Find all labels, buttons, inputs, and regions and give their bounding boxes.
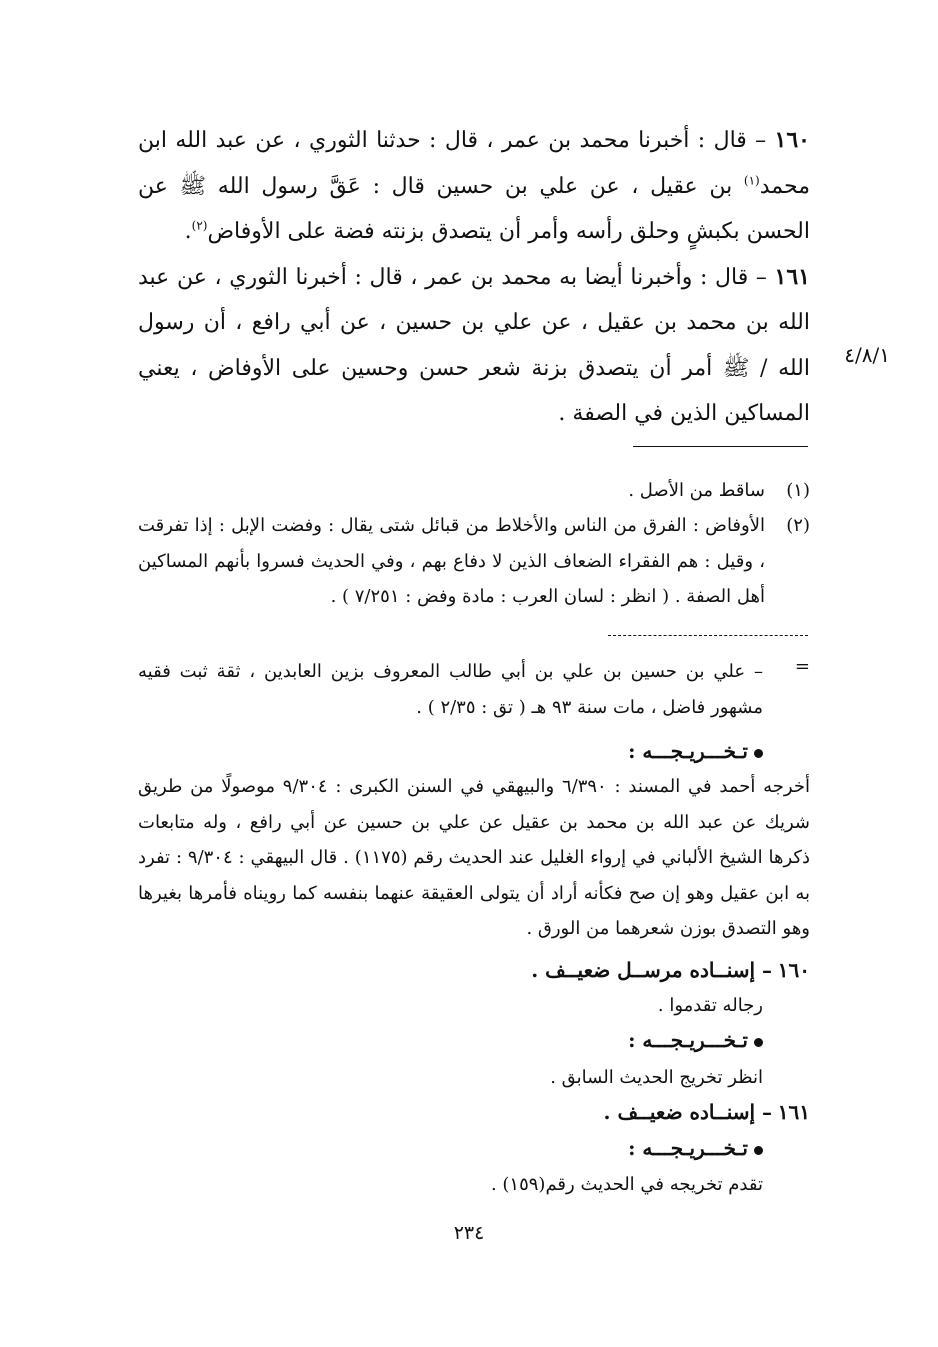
footnote-2 [138, 508, 810, 615]
takhrij-160-text: انظر تخريج الحديث السابق . [550, 1067, 763, 1088]
footnote-ref: (٢) [191, 218, 208, 233]
footnote-1 [138, 473, 810, 509]
hadith-160: ١٦٠ – قال : أخبرنا محمد بن عمر ، قال : حدثنا الثوري ، عن عبد الله ابن محمد$^{(١)}$ بن عقيل ، عن علي بن حسين قال : عَقَّ رسول الله ﷺ عن الحسن بكبشٍ وحلق رأسه وأمر أن يتصدق بزنته فضة على الأوفاض$^{(٢)}$. [138, 127, 810, 244]
section-divider [608, 635, 808, 636]
page-number: ٢٣٤ [453, 1222, 485, 1244]
continuation-note: – علي بن حسين بن علي بن أبي طالب المعروف بزين العابدين ، ثقة ثبت فقيه مشهور فاضل ، مات سنة ٩٣ هـ ( تق : ٢/٣٥ ) . [138, 661, 763, 718]
rijal-note: رجاله تقدموا . [657, 995, 763, 1016]
takhrij-heading: تـخـــريـجـــه : [138, 734, 763, 771]
bullet-icon [754, 749, 763, 758]
hadith-number: ١٦٠ [774, 127, 810, 153]
footnote-ref: (١) [743, 173, 760, 188]
footnote-text: الأوفاض : الفرق من الناس والأخلاط من قبائل شتى يقال : وفضت الإبل : إذا تفرقت ، وقيل : هم الفقراء الضعاف الذين لا دفاع بهم ، وفي الحديث فسروا بأنهم المساكين أهل الصفة . ( انظر : لسان العرب : مادة وفض : ٧/٢٥١ ) . [138, 515, 765, 607]
footnote-marker: (١) [786, 480, 810, 501]
takhrij-161-text: تقدم تخريجه في الحديث رقم(١٥٩) . [490, 1174, 763, 1195]
footnote-divider [633, 446, 808, 447]
takhrij-text: أخرجه أحمد في المسند : ٦/٣٩٠ والبيهقي في السنن الكبرى : ٩/٣٠٤ موصولًا من طريق شريك عن عبد الله بن محمد بن عقيل عن علي بن حسين عن أبي رافع ، وله متابعات ذكرها الشيخ الألباني في إرواء الغليل عند الحديث رقم (١١٧٥) . قال البيهقي : ٩/٣٠٤ : تفرد به ابن عقيل وهو إن صح فكأنه أراد أن يتولى العقيقة عنهما بنفسه كما رويناه فأمرها بغيرها وهو التصدق بوزن شعرهما من الورق . [138, 776, 811, 939]
main-text [138, 118, 810, 437]
footnote-text: ساقط من الأصل . [628, 480, 765, 501]
takhrij-heading: تـخـــريـجـــه : [138, 1131, 763, 1168]
footnote-marker: (٢) [786, 515, 810, 536]
isnad-160-heading: ١٦٠ – إسنــاده مرســل ضعيــف . [531, 958, 810, 982]
takhrij-heading: تـخـــريـجـــه : [138, 1023, 763, 1060]
margin-reference: ٤/٨/١ [844, 343, 890, 367]
continuation-marker: = [794, 656, 810, 677]
isnad-161-heading: ١٦١ – إسنــاده ضعيــف . [603, 1100, 810, 1124]
hadith-161: ١٦١ – قال : وأخبرنا أيضا به محمد بن عمر ، قال : أخبرنا الثوري ، عن عبد الله بن محمد بن عقيل ، عن علي بن حسين ، عن أبي رافع ، أن رسول الله / ﷺ أمر أن يتصدق بزنة شعر حسن وحسين على الأوفاض ، يعني المساكين الذين في الصفة . [138, 263, 810, 426]
bullet-icon [754, 1146, 763, 1155]
hadith-number: ١٦١ [774, 263, 810, 290]
bullet-icon [754, 1038, 763, 1047]
